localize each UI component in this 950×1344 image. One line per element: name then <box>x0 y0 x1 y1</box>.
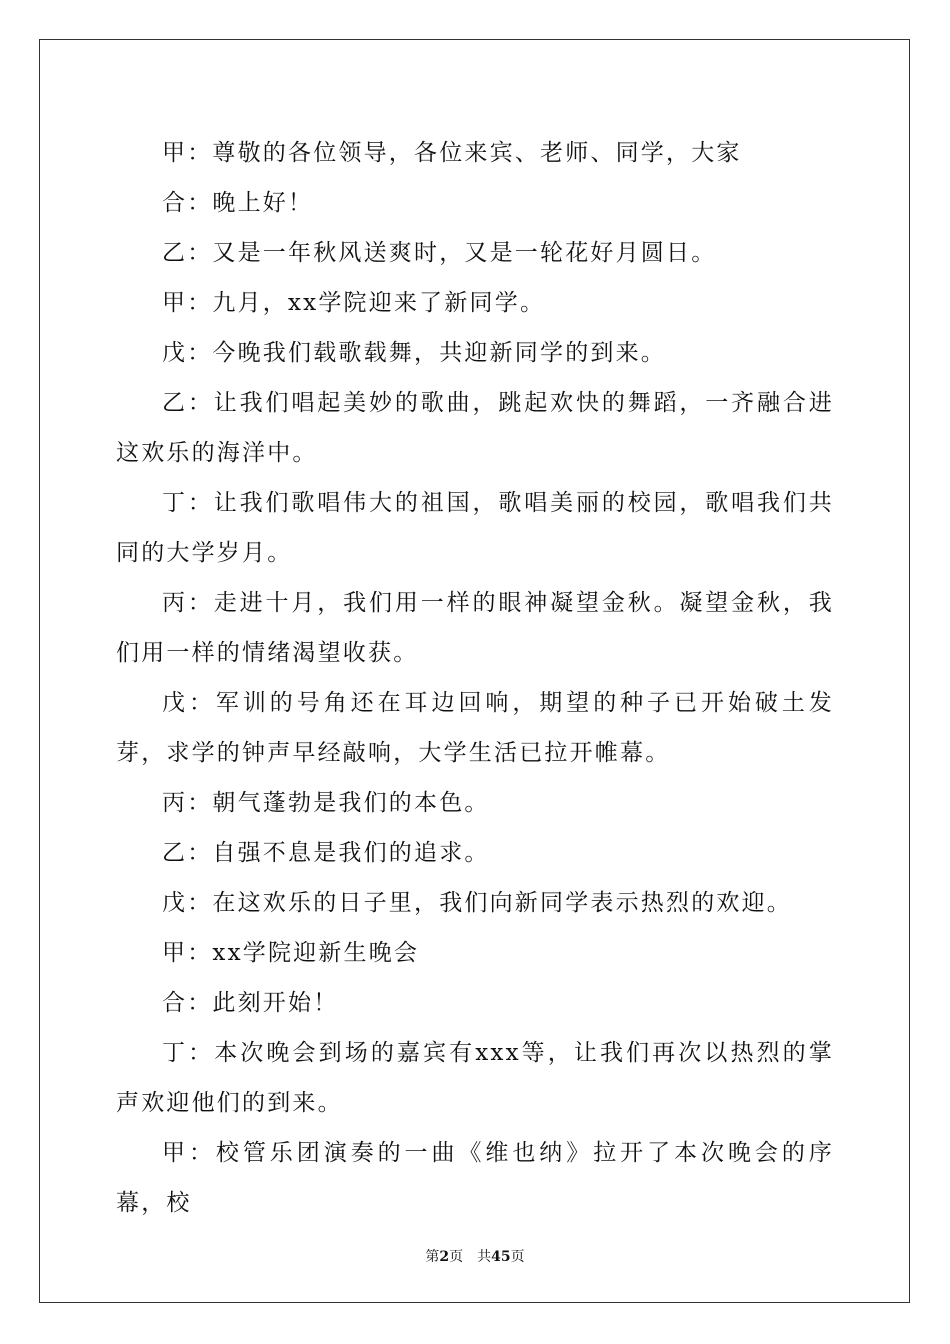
paragraph: 丙：走进十月，我们用一样的眼神凝望金秋。凝望金秋，我们用一样的情绪渴望收获。 <box>116 590 834 666</box>
document-body <box>116 128 834 1228</box>
paragraph: 戊：在这欢乐的日子里，我们向新同学表示热烈的欢迎。 <box>162 890 792 916</box>
paragraph: 甲：九月，xx学院迎来了新同学。 <box>162 290 546 316</box>
paragraph: 戊：军训的号角还在耳边回响，期望的种子已开始破土发芽，求学的钟声早经敲响，大学生活已拉开帷幕。 <box>116 690 834 766</box>
total-suffix: 页 <box>510 1249 525 1265</box>
total-pages: 45 <box>491 1249 511 1265</box>
paragraph: 丁：本次晚会到场的嘉宾有xxx等，让我们再次以热烈的掌声欢迎他们的到来。 <box>116 1040 834 1116</box>
page-footer <box>0 1246 950 1266</box>
paragraph: 甲：尊敬的各位领导，各位来宾、老师、同学，大家 <box>162 140 742 166</box>
paragraph: 甲：xx学院迎新生晚会 <box>162 940 420 966</box>
paragraph: 乙：让我们唱起美妙的歌曲，跳起欢快的舞蹈，一齐融合进这欢乐的海洋中。 <box>116 390 834 466</box>
paragraph: 戊：今晚我们载歌载舞，共迎新同学的到来。 <box>162 340 666 366</box>
paragraph: 丙：朝气蓬勃是我们的本色。 <box>162 790 490 816</box>
paragraph: 丁：让我们歌唱伟大的祖国，歌唱美丽的校园，歌唱我们共同的大学岁月。 <box>116 490 834 566</box>
page-number: 2 <box>439 1249 450 1265</box>
paragraph: 合：晚上好！ <box>162 190 314 216</box>
paragraph: 甲：校管乐团演奏的一曲《维也纳》拉开了本次晚会的序幕，校 <box>116 1140 834 1216</box>
paragraph: 乙：又是一年秋风送爽时，又是一轮花好月圆日。 <box>162 240 717 266</box>
page-prefix: 第 <box>425 1249 440 1265</box>
page-suffix: 页 <box>449 1249 464 1265</box>
paragraph: 乙：自强不息是我们的追求。 <box>162 840 490 866</box>
total-prefix: 共 <box>477 1249 492 1265</box>
paragraph: 合：此刻开始！ <box>162 990 339 1016</box>
